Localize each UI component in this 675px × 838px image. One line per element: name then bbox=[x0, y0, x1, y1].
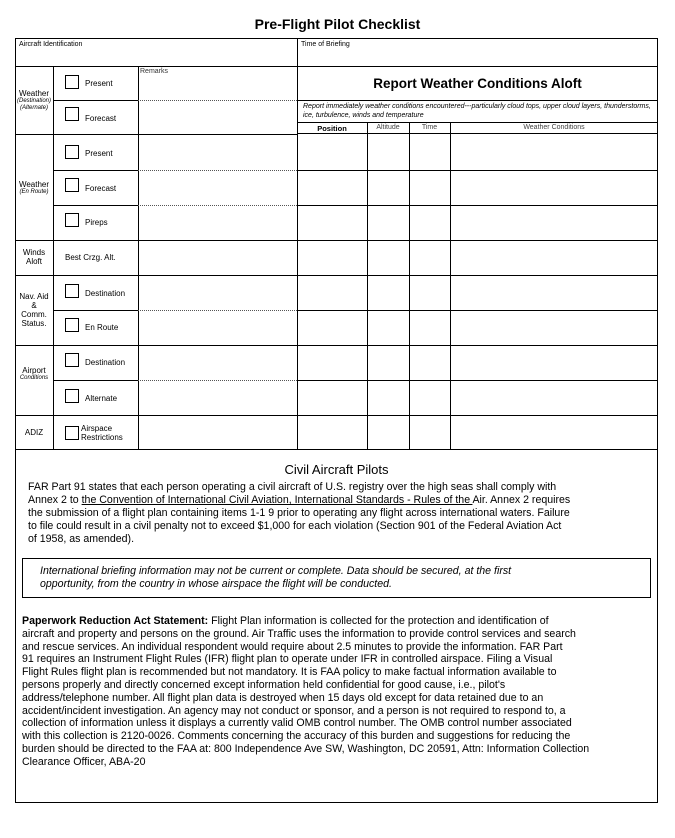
page-title: Pre-Flight Pilot Checklist bbox=[254, 16, 421, 32]
weather-enroute-pireps-checkbox[interactable] bbox=[65, 213, 79, 227]
column-altitude: Altitude bbox=[376, 124, 400, 131]
navaid-enroute-checkbox[interactable] bbox=[65, 318, 79, 332]
adiz-airspace-label: Airspace Restrictions bbox=[81, 424, 123, 442]
weather-enroute-pireps-label: Pireps bbox=[85, 218, 108, 227]
aircraft-id-label: Aircraft Identification bbox=[19, 41, 83, 48]
best-cruising-altitude-label: Best Crzg. Alt. bbox=[65, 253, 116, 262]
adiz-airspace-checkbox[interactable] bbox=[65, 426, 79, 440]
remarks-label: Remarks bbox=[140, 68, 169, 75]
column-time: Time bbox=[421, 124, 438, 131]
winds-aloft-label: Winds Aloft bbox=[22, 248, 46, 266]
column-weather-conditions: Weather Conditions bbox=[523, 124, 585, 131]
time-briefing-label: Time of Briefing bbox=[301, 41, 350, 48]
column-position: Position bbox=[317, 124, 347, 133]
airport-alternate-label: Alternate bbox=[85, 394, 118, 403]
navaid-destination-checkbox[interactable] bbox=[65, 284, 79, 298]
civil-aircraft-heading: Civil Aircraft Pilots bbox=[284, 462, 389, 477]
weather-enroute-forecast-label: Forecast bbox=[85, 184, 117, 193]
weather-enroute-present-label: Present bbox=[85, 149, 113, 158]
navaid-destination-label: Destination bbox=[85, 289, 126, 298]
weather-dest-present-checkbox[interactable] bbox=[65, 75, 79, 89]
navaid-comm-label: Nav. Aid & Comm. Status. bbox=[19, 292, 49, 328]
time-briefing-field[interactable] bbox=[299, 52, 656, 65]
report-weather-instruction: Report immediately weather conditions encountered---particularly cloud tops, upper cloud layers, thunderstorms, ice, turbulence, winds and temperature bbox=[303, 103, 651, 119]
weather-dest-present-label: Present bbox=[85, 79, 113, 88]
adiz-label: ADIZ bbox=[24, 428, 44, 437]
weather-dest-forecast-label: Forecast bbox=[85, 114, 117, 123]
international-briefing-text: International briefing information may not be current or complete. Data should be secured, at the first opportunity, from the country in whose airspace the flight will be conducted. bbox=[40, 565, 512, 590]
weather-dest-forecast-checkbox[interactable] bbox=[65, 107, 79, 121]
aircraft-id-field[interactable] bbox=[17, 52, 295, 65]
report-weather-heading: Report Weather Conditions Aloft bbox=[373, 76, 582, 91]
airport-conditions-label: Airport Conditions bbox=[19, 366, 49, 381]
civil-aircraft-paragraph: FAR Part 91 states that each person operating a civil aircraft of U.S. registry over the high seas shall comply with Annex 2 to the Convention of International Civil Aviation, International Standards - Rules of the Air. Annex 2 requires the submission of a flight plan containing items 1-1 9 prior to operating any flight across international waters. Failure to file could result in a civil penalty not to exceed $1,000 for each violation (Section 901 of the Federal Aviation Act of 1958, as amended). bbox=[28, 481, 571, 545]
weather-enroute-present-checkbox[interactable] bbox=[65, 145, 79, 159]
weather-enroute-label: Weather (En Route) bbox=[18, 180, 50, 195]
weather-enroute-forecast-checkbox[interactable] bbox=[65, 178, 79, 192]
airport-destination-checkbox[interactable] bbox=[65, 353, 79, 367]
airport-alternate-checkbox[interactable] bbox=[65, 389, 79, 403]
weather-report-grid[interactable] bbox=[298, 134, 657, 448]
weather-destination-label: Weather (Destination) (Alternate) bbox=[16, 89, 51, 111]
paperwork-reduction-statement: Paperwork Reduction Act Statement: Flight Plan information is collected for the protection and identification of aircraft and property and persons on the ground. Air Traffic uses the information to provide control services and search and rescue services. An individual respondent would require about 2.5 minutes to provide the information. FAR Part 91 requires an Instrument Flight Rules (IFR) flight plan to operate under IFR in controlled airspace. Filing a Visual Flight Rules flight plan is recommended but not mandatory. It is FAA policy to make factual information available to persons properly and directly concerned except information held confidential for good cause, i.e., pilot's address/telephone number. All flight plan data is destroyed when 15 days old except for data retained due to an accident/incident investigation. An agency may not conduct or sponsor, and a person is not required to respond to, a collection of information unless it displays a currently valid OMB control number. The OMB control number associated with this collection is 2120-0026. Comments concerning the accuracy of this burden and suggestions for reducing the burden should be directed to the FAA at: 800 Independence Ave SW, Washington, DC 20591, Attn: Information Collection Clearance Officer, ABA-20 bbox=[22, 615, 590, 768]
airport-destination-label: Destination bbox=[85, 358, 126, 367]
navaid-enroute-label: En Route bbox=[85, 323, 119, 332]
